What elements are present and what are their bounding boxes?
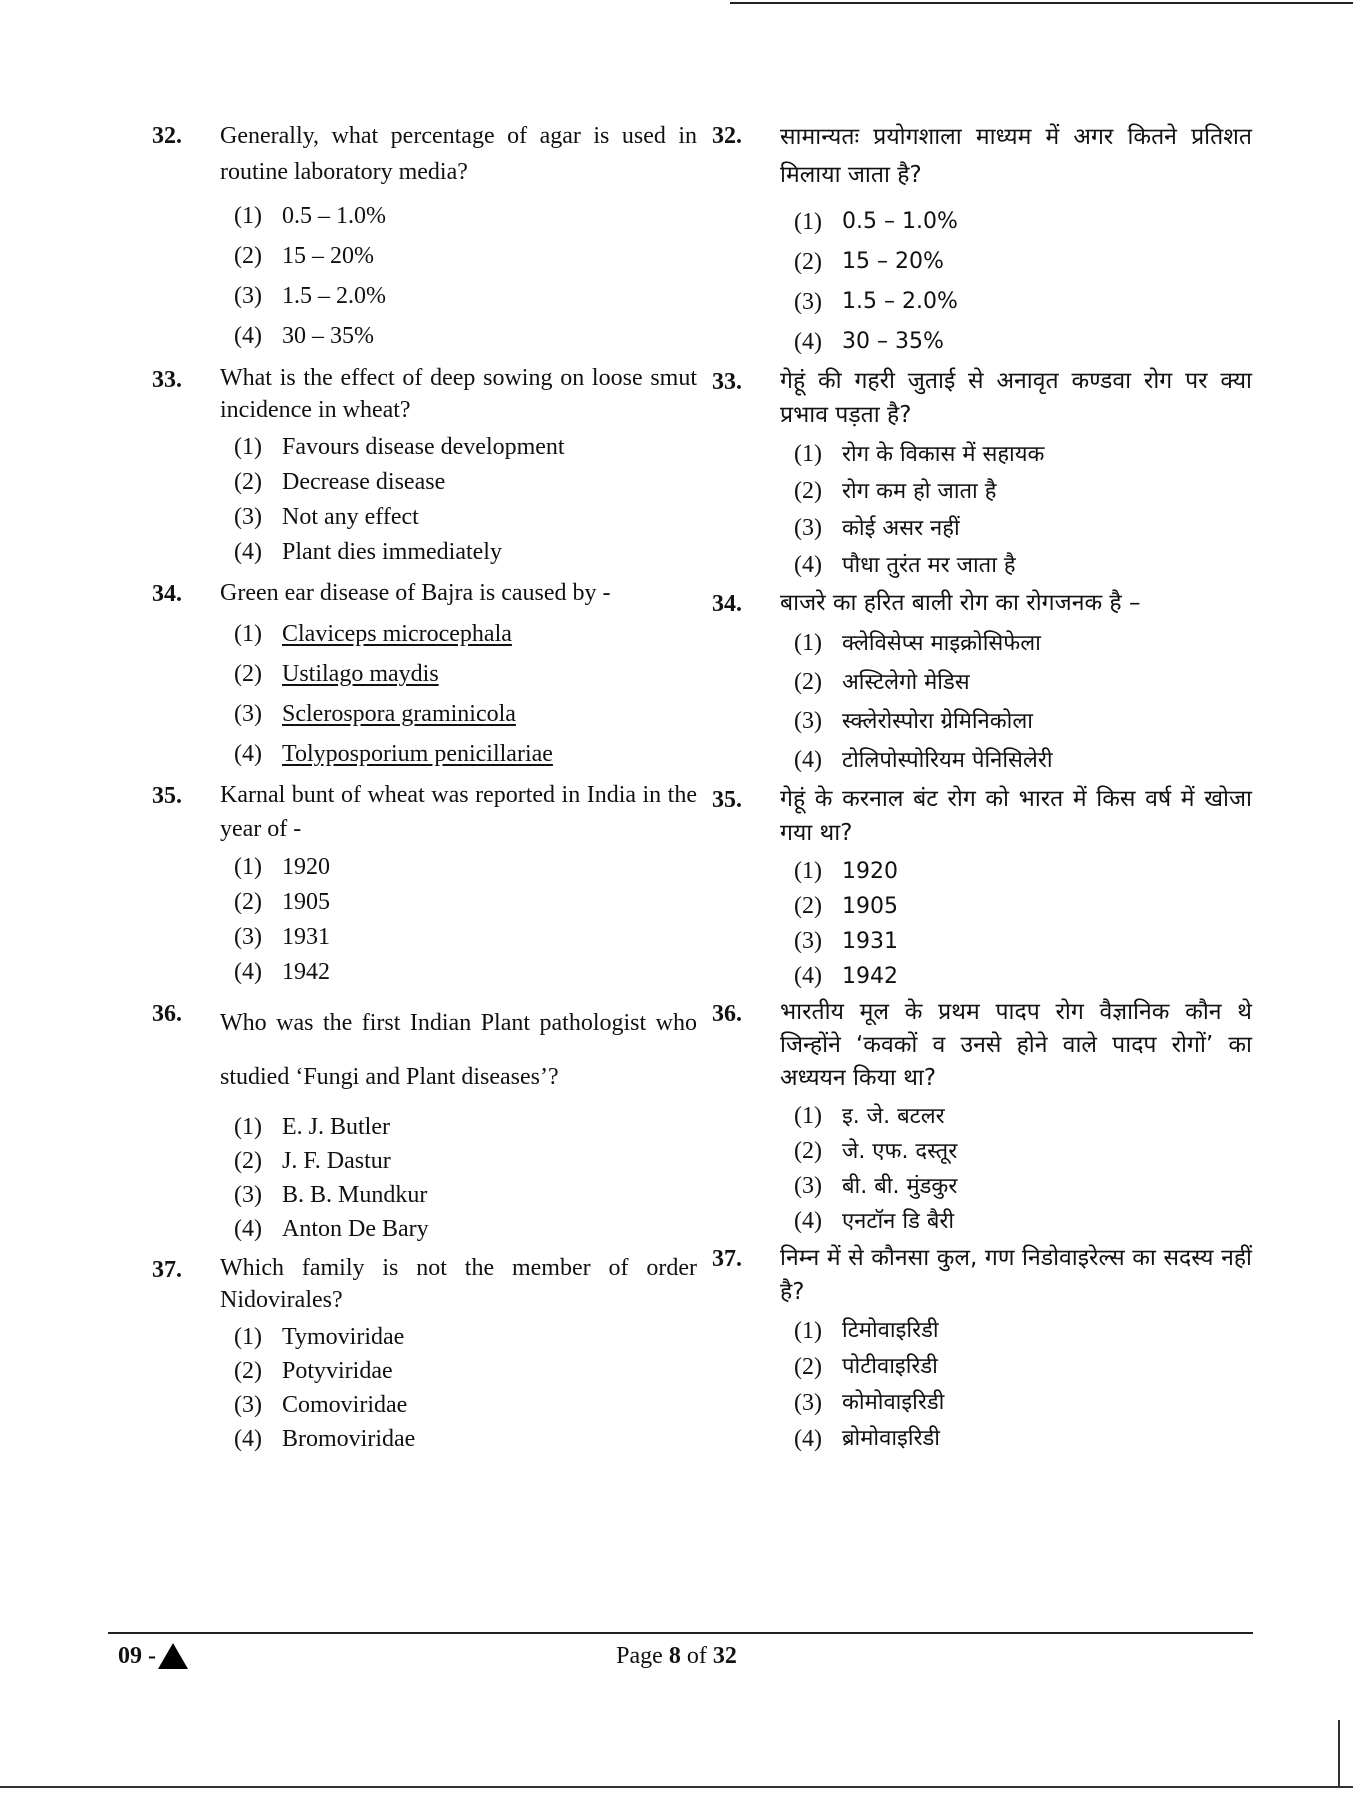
question-text: सामान्यतः प्रयोगशाला माध्यम में अगर कितने प्रतिशत मिलाया जाता है? xyxy=(780,124,1252,188)
option xyxy=(794,547,1252,584)
option-text: पोटीवाइरिडी xyxy=(842,1354,938,1379)
option-text: Decrease disease xyxy=(282,469,446,495)
option-number: (1) xyxy=(794,630,822,656)
option xyxy=(234,1320,697,1354)
option xyxy=(794,1204,1252,1239)
option-number: (3) xyxy=(794,289,822,315)
option-number: (1) xyxy=(234,434,262,460)
option-number: (3) xyxy=(234,701,262,727)
option-text: 30 – 35% xyxy=(842,329,944,354)
option-number: (3) xyxy=(234,1392,262,1418)
option xyxy=(234,1144,697,1178)
option xyxy=(794,510,1252,547)
question-number: 36. xyxy=(152,1001,182,1027)
option-text: E. J. Butler xyxy=(282,1114,390,1140)
option-list xyxy=(794,202,1252,362)
option-number: (2) xyxy=(794,1138,822,1164)
option xyxy=(234,1388,697,1422)
option xyxy=(794,1421,1252,1457)
question-number: 32. xyxy=(152,123,182,149)
question-36-hi xyxy=(712,996,1252,1239)
english-column xyxy=(152,118,697,1456)
option-number: (1) xyxy=(794,209,822,235)
option-text: एनटॉन डि बैरी xyxy=(842,1209,955,1234)
question-text: Who was the first Indian Plant pathologist who studied ‘Fungi and Plant diseases’? xyxy=(220,1010,697,1090)
question-33-hi xyxy=(712,364,1252,584)
option-text: 0.5 – 1.0% xyxy=(842,209,958,234)
option-number: (2) xyxy=(794,669,822,695)
question-text: गेहूं के करनाल बंट रोग को भारत में किस वर्ष में खोजा गया था? xyxy=(780,786,1252,846)
option-text: 1942 xyxy=(282,959,330,985)
option xyxy=(234,500,697,535)
question-number: 33. xyxy=(152,367,182,393)
page-number xyxy=(0,1640,1353,1672)
option-list xyxy=(794,624,1252,780)
question-35-hi xyxy=(712,782,1252,994)
option-list xyxy=(234,1320,697,1456)
option-text: 15 – 20% xyxy=(842,249,944,274)
option-number: (4) xyxy=(794,1426,822,1452)
option-number: (1) xyxy=(234,621,262,647)
option-text: टिमोवाइरिडी xyxy=(842,1318,939,1343)
hindi-column xyxy=(712,118,1252,1457)
footer-rule xyxy=(108,1632,1253,1634)
option-number: (3) xyxy=(794,928,822,954)
page-current: 8 xyxy=(668,1643,681,1669)
option xyxy=(794,282,1252,322)
option-number: (2) xyxy=(794,249,822,275)
option xyxy=(234,885,697,920)
option-list xyxy=(794,1313,1252,1457)
option-number: (4) xyxy=(234,1426,262,1452)
option-text: क्लेविसेप्स माइक्रोसिफेला xyxy=(842,631,1041,656)
option-number: (4) xyxy=(794,1208,822,1234)
option-number: (4) xyxy=(234,741,262,767)
option-text: Tolyposporium penicillariae xyxy=(282,741,553,767)
option-number: (2) xyxy=(234,243,262,269)
option-text: टोलिपोस्पोरियम पेनिसिलेरी xyxy=(842,748,1053,773)
option-number: (3) xyxy=(234,504,262,530)
option xyxy=(234,535,697,570)
option-text: 1905 xyxy=(282,889,330,915)
option-number: (2) xyxy=(794,478,822,504)
option-text: Comoviridae xyxy=(282,1392,408,1418)
option xyxy=(234,694,697,734)
question-number: 34. xyxy=(152,581,182,607)
option-number: (4) xyxy=(794,747,822,773)
top-rule xyxy=(730,2,1353,4)
option-number: (2) xyxy=(234,469,262,495)
option-number: (1) xyxy=(794,1103,822,1129)
option-number: (4) xyxy=(794,552,822,578)
option xyxy=(794,1099,1252,1134)
option xyxy=(794,924,1252,959)
option xyxy=(234,734,697,774)
page-middle: of xyxy=(680,1643,713,1669)
option xyxy=(794,1134,1252,1169)
option-text: 15 – 20% xyxy=(282,243,374,269)
option xyxy=(794,436,1252,473)
question-37-hi xyxy=(712,1241,1252,1457)
option-list xyxy=(794,1099,1252,1239)
question-32-en xyxy=(152,118,697,356)
option xyxy=(234,1354,697,1388)
option-text: पौधा तुरंत मर जाता है xyxy=(842,553,1016,578)
option-text: 1931 xyxy=(842,929,898,954)
question-text: गेहूं की गहरी जुताई से अनावृत कण्डवा रोग पर क्या प्रभाव पड़ता है? xyxy=(780,368,1252,428)
option-text: स्क्लेरोस्पोरा ग्रेमिनिकोला xyxy=(842,709,1033,734)
option xyxy=(234,1422,697,1456)
option-text: कोई असर नहीं xyxy=(842,516,960,541)
option xyxy=(794,242,1252,282)
option-number: (3) xyxy=(234,283,262,309)
option-number: (1) xyxy=(234,1114,262,1140)
question-number: 37. xyxy=(152,1257,182,1283)
option-text: Plant dies immediately xyxy=(282,539,502,565)
question-34-en xyxy=(152,576,697,774)
option-text: Tymoviridae xyxy=(282,1324,405,1350)
option-list xyxy=(234,1110,697,1246)
option-text: अस्टिलेगो मेडिस xyxy=(842,670,970,695)
option-number: (4) xyxy=(794,963,822,989)
option-number: (3) xyxy=(794,1173,822,1199)
question-number: 36. xyxy=(712,1001,742,1027)
option-text: 1942 xyxy=(842,964,898,989)
option-text: रोग कम हो जाता है xyxy=(842,479,997,504)
option xyxy=(234,1110,697,1144)
option xyxy=(794,624,1252,663)
question-number: 33. xyxy=(712,369,742,395)
option-text: 1.5 – 2.0% xyxy=(842,289,958,314)
question-text: Which family is not the member of order Nidovirales? xyxy=(220,1255,697,1313)
question-text: निम्न में से कौनसा कुल, गण निडोवाइरेल्स का सदस्य नहीं है? xyxy=(780,1245,1252,1305)
question-37-en xyxy=(152,1252,697,1456)
option xyxy=(234,316,697,356)
option-number: (4) xyxy=(234,959,262,985)
option-text: Claviceps microcephala xyxy=(282,621,512,647)
question-number: 32. xyxy=(712,123,742,149)
option-text: 1.5 – 2.0% xyxy=(282,283,386,309)
option-number: (1) xyxy=(234,1324,262,1350)
option xyxy=(794,741,1252,780)
option-number: (4) xyxy=(234,323,262,349)
option xyxy=(794,702,1252,741)
option xyxy=(234,1212,697,1246)
option-list xyxy=(794,436,1252,584)
option-number: (2) xyxy=(234,889,262,915)
option-text: रोग के विकास में सहायक xyxy=(842,442,1045,467)
option-text: ब्रोमोवाइरिडी xyxy=(842,1426,941,1451)
option-text: Sclerospora graminicola xyxy=(282,701,516,727)
option-number: (2) xyxy=(794,1354,822,1380)
option-text: Ustilago maydis xyxy=(282,661,439,687)
option-text: 1920 xyxy=(842,859,898,884)
option-text: 0.5 – 1.0% xyxy=(282,203,386,229)
option xyxy=(794,1313,1252,1349)
option xyxy=(234,654,697,694)
option-number: (4) xyxy=(234,1216,262,1242)
option xyxy=(794,202,1252,242)
question-34-hi xyxy=(712,586,1252,780)
option xyxy=(234,236,697,276)
option xyxy=(794,1169,1252,1204)
option-text: Potyviridae xyxy=(282,1358,393,1384)
option xyxy=(234,614,697,654)
option xyxy=(234,920,697,955)
question-number: 35. xyxy=(712,787,742,813)
option-number: (2) xyxy=(234,661,262,687)
option xyxy=(794,959,1252,994)
option-number: (1) xyxy=(794,1318,822,1344)
question-text: Green ear disease of Bajra is caused by - xyxy=(220,580,611,606)
question-36-en xyxy=(152,996,697,1246)
page-prefix: Page xyxy=(616,1643,669,1669)
option-text: B. B. Mundkur xyxy=(282,1182,428,1208)
option-text: बी. बी. मुंडकुर xyxy=(842,1174,958,1199)
option-text: 1931 xyxy=(282,924,330,950)
option-text: जे. एफ. दस्तूर xyxy=(842,1139,958,1164)
question-text: भारतीय मूल के प्रथम पादप रोग वैज्ञानिक कौन थे जिन्होंने ‘कवकों व उनसे होने वाले पादप रोगों’ का अध्ययन किया था? xyxy=(780,999,1252,1091)
option-list xyxy=(794,854,1252,994)
option-text: 30 – 35% xyxy=(282,323,374,349)
option xyxy=(794,473,1252,510)
option-text: इ. जे. बटलर xyxy=(842,1104,945,1129)
option xyxy=(234,276,697,316)
option-number: (1) xyxy=(234,203,262,229)
question-number: 35. xyxy=(152,783,182,809)
option xyxy=(234,196,697,236)
option xyxy=(234,465,697,500)
option-text: 1905 xyxy=(842,894,898,919)
booklet-code-text: 09 - xyxy=(118,1643,156,1669)
option xyxy=(234,430,697,465)
option-text: कोमोवाइरिडी xyxy=(842,1390,945,1415)
option xyxy=(794,854,1252,889)
option-number: (2) xyxy=(234,1358,262,1384)
option-list xyxy=(234,430,697,570)
option-number: (2) xyxy=(794,893,822,919)
option-number: (3) xyxy=(234,1182,262,1208)
option xyxy=(234,850,697,885)
option-number: (3) xyxy=(234,924,262,950)
option xyxy=(234,1178,697,1212)
option-number: (1) xyxy=(234,854,262,880)
question-text: बाजरे का हरित बाली रोग का रोगजनक है – xyxy=(780,590,1141,616)
option xyxy=(234,955,697,990)
option-text: Bromoviridae xyxy=(282,1426,416,1452)
option-number: (3) xyxy=(794,1390,822,1416)
option-number: (3) xyxy=(794,515,822,541)
option-number: (1) xyxy=(794,441,822,467)
option-text: Anton De Bary xyxy=(282,1216,429,1242)
question-text: Generally, what percentage of agar is used in routine laboratory media? xyxy=(220,123,697,185)
question-33-en xyxy=(152,362,697,570)
question-35-en xyxy=(152,778,697,990)
option xyxy=(794,889,1252,924)
option xyxy=(794,663,1252,702)
question-text: Karnal bunt of wheat was reported in India in the year of - xyxy=(220,782,697,842)
page-edge-bottom xyxy=(0,1786,1353,1788)
option-number: (2) xyxy=(234,1148,262,1174)
option-list xyxy=(234,196,697,356)
page-edge-right xyxy=(1338,1720,1340,1786)
option xyxy=(794,322,1252,362)
option xyxy=(794,1349,1252,1385)
option-list xyxy=(234,850,697,990)
option-text: Not any effect xyxy=(282,504,419,530)
option xyxy=(794,1385,1252,1421)
question-text: What is the effect of deep sowing on loose smut incidence in wheat? xyxy=(220,365,697,423)
option-text: J. F. Dastur xyxy=(282,1148,391,1174)
page-total: 32 xyxy=(712,1643,737,1669)
question-32-hi xyxy=(712,118,1252,362)
option-number: (4) xyxy=(234,539,262,565)
option-text: 1920 xyxy=(282,854,330,880)
option-number: (3) xyxy=(794,708,822,734)
option-number: (1) xyxy=(794,858,822,884)
question-number: 37. xyxy=(712,1246,742,1272)
option-number: (4) xyxy=(794,329,822,355)
option-list xyxy=(234,614,697,774)
question-number: 34. xyxy=(712,591,742,617)
option-text: Favours disease development xyxy=(282,434,565,460)
